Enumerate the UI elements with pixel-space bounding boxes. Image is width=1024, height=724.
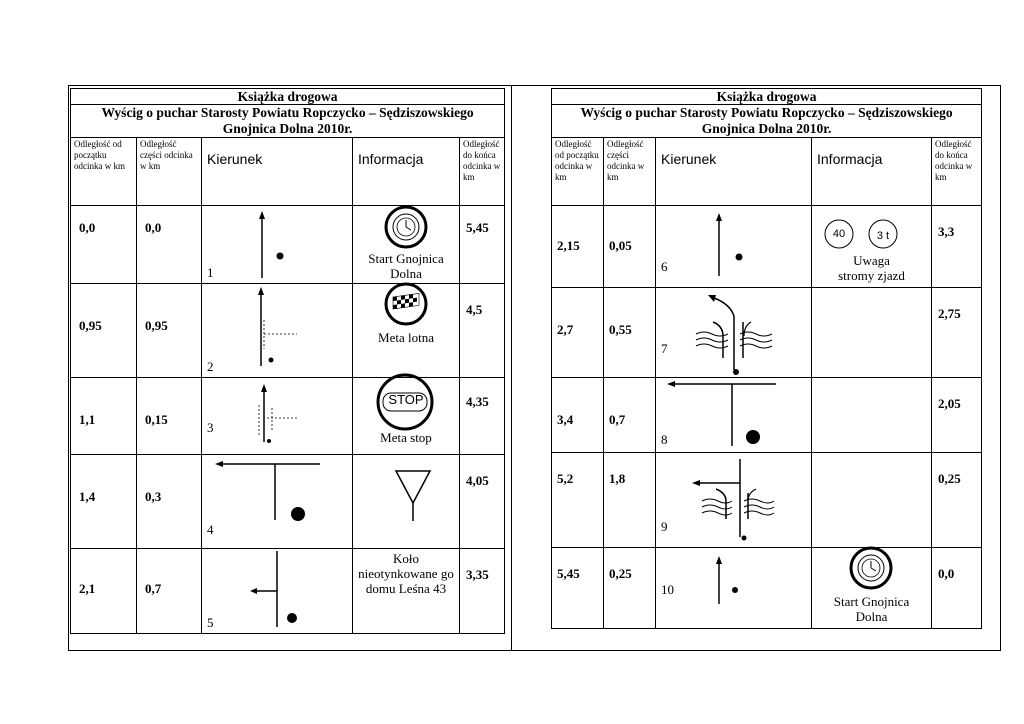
end-distance: 0,0 [932,548,982,629]
table-row [552,206,982,288]
info-text: Meta stop [380,430,432,445]
start-distance: 0,0 [71,206,137,284]
header-direction: Kierunek [202,138,353,206]
page-divider [511,85,512,651]
straight-arrow-icon [202,206,353,284]
end-distance: 5,45 [460,206,505,284]
start-distance: 2,7 [552,288,604,378]
header-information: Informacja [353,138,460,206]
part-distance: 0,0 [137,206,202,284]
right-road-book [551,88,982,629]
right-title: Książka drogowa [552,89,982,105]
checkered-flag-icon [353,284,460,332]
part-distance: 0,7 [604,378,656,453]
point-number: 8 [661,432,668,447]
info-cell [353,284,460,378]
direction-cell [656,453,812,548]
left-road-book [70,88,505,634]
start-distance: 5,2 [552,453,604,548]
info-cell [353,206,460,284]
straight-arrow-with-side-road-icon [202,378,353,455]
info-text: Meta lotna [378,330,434,345]
direction-cell [202,549,353,634]
header-information: Informacja [812,138,932,206]
table-row [71,378,505,455]
start-clock-icon [812,548,932,596]
start-distance: 1,1 [71,378,137,455]
speed-limit-label: 40 [832,228,846,240]
info-text: Uwaga stromy zjazd [838,253,905,283]
table-row [552,453,982,548]
left-turn-arrow-icon [656,378,812,453]
table-row [71,206,505,284]
start-distance: 2,15 [552,206,604,288]
end-distance: 4,35 [460,378,505,455]
point-number: 3 [207,420,214,435]
info-cell [812,548,932,629]
table-row [71,549,505,634]
yield-sign-icon [353,455,460,549]
direction-cell [202,284,353,378]
table-row [71,284,505,378]
direction-cell [202,206,353,284]
point-number: 4 [207,522,214,537]
start-clock-icon [353,206,460,254]
end-distance: 0,25 [932,453,982,548]
start-distance: 3,4 [552,378,604,453]
start-distance: 1,4 [71,455,137,549]
part-distance: 0,55 [604,288,656,378]
info-text: Start Gnojnica Dolna [368,251,444,281]
end-distance: 2,05 [932,378,982,453]
end-distance: 3,35 [460,549,505,634]
header-start-distance: Odległość od początku odcinka w km [71,138,137,206]
left-turn-arrow-icon [202,455,353,549]
info-cell [353,378,460,455]
bridge-left-turn-icon [656,453,812,548]
point-number: 5 [207,615,214,630]
header-end-distance: Odległość do końca odcinka w km [460,138,505,206]
end-distance: 2,75 [932,288,982,378]
header-end-distance: Odległość do końca odcinka w km [932,138,982,206]
straight-arrow-with-side-road-icon [202,284,353,378]
end-distance: 4,5 [460,284,505,378]
direction-cell [656,206,812,288]
weight-limit-label: 3 t [876,230,890,242]
left-title: Książka drogowa [71,89,505,105]
part-distance: 0,3 [137,455,202,549]
straight-arrow-icon [656,548,812,629]
info-text: Koło nieotynkowane go domu Leśna 43 [353,549,460,634]
part-distance: 0,05 [604,206,656,288]
bridge-crossing-icon [656,288,812,378]
info-cell [812,378,932,453]
point-number: 6 [661,259,668,274]
start-distance: 5,45 [552,548,604,629]
header-part-distance: Odległość części odcinka w km [137,138,202,206]
stop-sign-label: STOP [388,392,424,407]
point-number: 1 [207,265,214,280]
direction-cell [656,548,812,629]
part-distance: 0,95 [137,284,202,378]
direction-cell [656,288,812,378]
point-number: 7 [661,341,668,356]
end-distance: 3,3 [932,206,982,288]
header-direction: Kierunek [656,138,812,206]
direction-cell [202,378,353,455]
point-number: 9 [661,519,668,534]
left-subtitle: Wyścig o puchar Starosty Powiatu Ropczycko – Sędziszowskiego Gnojnica Dolna 2010r. [71,105,505,138]
part-distance: 0,25 [604,548,656,629]
start-distance: 0,95 [71,284,137,378]
start-distance: 2,1 [71,549,137,634]
point-number: 10 [661,582,674,597]
info-cell [353,455,460,549]
part-distance: 0,15 [137,378,202,455]
direction-cell [656,378,812,453]
table-row [552,548,982,629]
end-distance: 4,05 [460,455,505,549]
info-cell [812,288,932,378]
table-row [552,288,982,378]
table-row [71,455,505,549]
direction-cell [202,455,353,549]
part-distance: 1,8 [604,453,656,548]
straight-arrow-icon [656,206,812,288]
header-part-distance: Odległość części odcinka w km [604,138,656,206]
info-cell [812,453,932,548]
point-number: 2 [207,359,214,374]
header-start-distance: Odległość od początku odcinka w km [552,138,604,206]
right-subtitle: Wyścig o puchar Starosty Powiatu Ropczycko – Sędziszowskiego Gnojnica Dolna 2010r. [552,105,982,138]
table-row [552,378,982,453]
part-distance: 0,7 [137,549,202,634]
info-cell [812,206,932,288]
info-text: Start Gnojnica Dolna [833,594,910,624]
left-turn-arrow-icon [202,549,353,634]
